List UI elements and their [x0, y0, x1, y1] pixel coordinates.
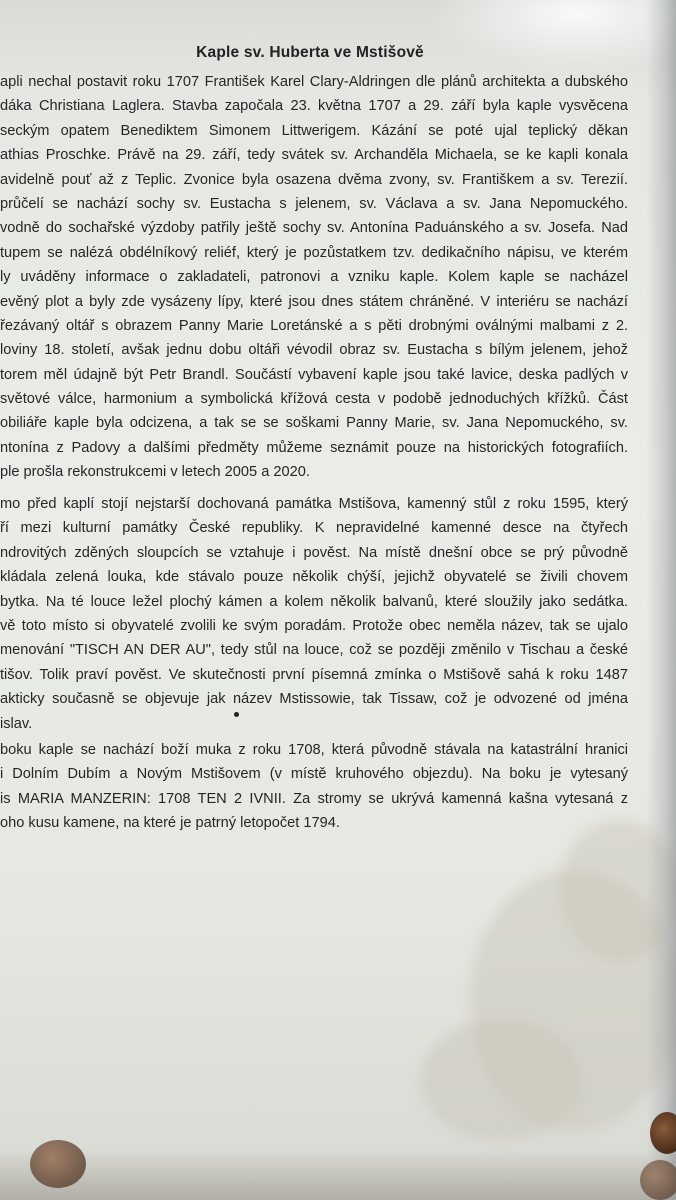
text-line: torem měl údajně být Petr Brandl. Součástí vybavení kaple jsou také lavice, deska padlých v: [0, 366, 628, 383]
water-stain: [420, 1020, 580, 1140]
text-line: menování "TISCH AN DER AU", tedy stůl na louce, což se později změnilo v Tischau a české: [0, 642, 628, 659]
text-line: vě toto místo si obyvatelé zvolili ke svým poradám. Protože obec neměla název, tak se ujalo: [0, 617, 628, 634]
text-line: světové válce, harmonium a symbolická křížová cesta v podobě jednoduchých křížků. Část: [0, 391, 628, 408]
cork-pin: [650, 1112, 676, 1154]
text-line: ly uváděny informace o zakladateli, patronovi a vzniku kaple. Kolem kaple se nacházel: [0, 269, 628, 286]
text-line: oho kusu kamene, na které je patrný letopočet 1794.: [0, 815, 340, 832]
text-line: athias Proschke. Právě na 29. září, tedy svátek sv. Archanděla Michaela, se ke kapli konala: [0, 147, 628, 164]
text-line: ří mezi kulturní památky České republiky. K nepravidelné kamenné desce na čtyřech: [0, 520, 628, 537]
ink-speck: [234, 712, 239, 717]
text-line: avidelně pouť až z Teplic. Zvonice byla osazena dvěma zvony, sv. Františkem a sv. Terezií.: [0, 171, 628, 188]
text-line: ple prošla rekonstrukcemi v letech 2005 a 2020.: [0, 464, 310, 481]
board-bottom-edge: [0, 1150, 676, 1200]
text-line: vodně do sochařské výzdoby patřily ještě sochy sv. Antonína Paduánského a sv. Josefa. Nad: [0, 220, 628, 237]
text-line: dáka Christiana Laglera. Stavba započala 23. května 1707 a 29. září byla kaple vysvěcena: [0, 98, 628, 115]
cork-pin: [640, 1160, 676, 1200]
text-line: i Dolním Dubím a Novým Mstišovem (v místě kruhového objezdu). Na boku je vytesaný: [0, 766, 628, 783]
text-line: islav.: [0, 715, 33, 732]
text-line: ntonína z Padovy a dalšími předměty můžeme seznámit pouze na historických fotografiích.: [0, 439, 628, 456]
text-line: seckým opatem Benediktem Simonem Littwerigem. Kázání se poté ujal teplický děkan: [0, 122, 628, 139]
board-frame-edge: [646, 0, 676, 1200]
text-line: kládala zelená louka, kde stávalo pouze několik chýší, jejichž obyvatelé se živili chovem: [0, 569, 628, 586]
text-line: bytka. Na té louce ležel plochý kámen a kolem několik balvanů, které sloužily jako sedátka.: [0, 593, 628, 610]
paragraph-stone-table: [0, 492, 628, 736]
text-line: apli nechal postavit roku 1707 František Karel Clary-Aldringen dle plánů architekta a dubského: [0, 74, 628, 90]
paragraph-history: [0, 70, 628, 485]
text-line: tupem se nalézá obdélníkový reliéf, který je pozůstatkem tzv. dedikačního nápisu, ve kterém: [0, 244, 628, 261]
notice-title: Kaple sv. Huberta ve Mstišově: [196, 44, 424, 61]
text-line: evěný plot a byly zde vysázeny lípy, které jsou dnes státem chráněné. V interiéru se nachází: [0, 293, 628, 310]
text-line: mo před kaplí stojí nejstarší dochovaná památka Mstišova, kamenný stůl z roku 1595, který: [0, 496, 628, 512]
text-line: obiliáře kaple byla odcizena, a tak se se soškami Panny Marie, sv. Jana Nepomuckého, sv.: [0, 415, 628, 432]
text-line: řezávaný oltář s obrazem Panny Marie Loretánské a s pěti drobnými oválnými malbami z 2.: [0, 317, 628, 334]
cork-pin: [30, 1140, 86, 1188]
text-line: akticky současně se objevuje jak název Mstissowie, tak Tissaw, což je odvozené od jména: [0, 691, 628, 708]
text-line: loviny 18. století, avšak jednu dobu oltáři vévodil obraz sv. Eustacha s bílým jelenem, jehož: [0, 342, 628, 359]
text-line: is MARIA MANZERIN: 1708 TEN 2 IVNII. Za stromy se ukrývá kamenná kašna vytesaná z: [0, 790, 628, 807]
text-line: ndrovitých zděných sloupcích se vztahuje i pověst. Na místě dnešní obce se prý původně: [0, 544, 628, 561]
text-line: boku kaple se nachází boží muka z roku 1708, která původně stávala na katastrální hranici: [0, 742, 628, 758]
paragraph-wayside-cross: [0, 738, 628, 836]
text-line: tišov. Tolik praví pověst. Ve skutečnosti první písemná zmínka o Mstišově sahá k roku 1487: [0, 666, 628, 683]
text-line: průčelí se nachází sochy sv. Eustacha s jelenem, sv. Václava a sv. Jana Nepomuckého.: [0, 195, 628, 212]
